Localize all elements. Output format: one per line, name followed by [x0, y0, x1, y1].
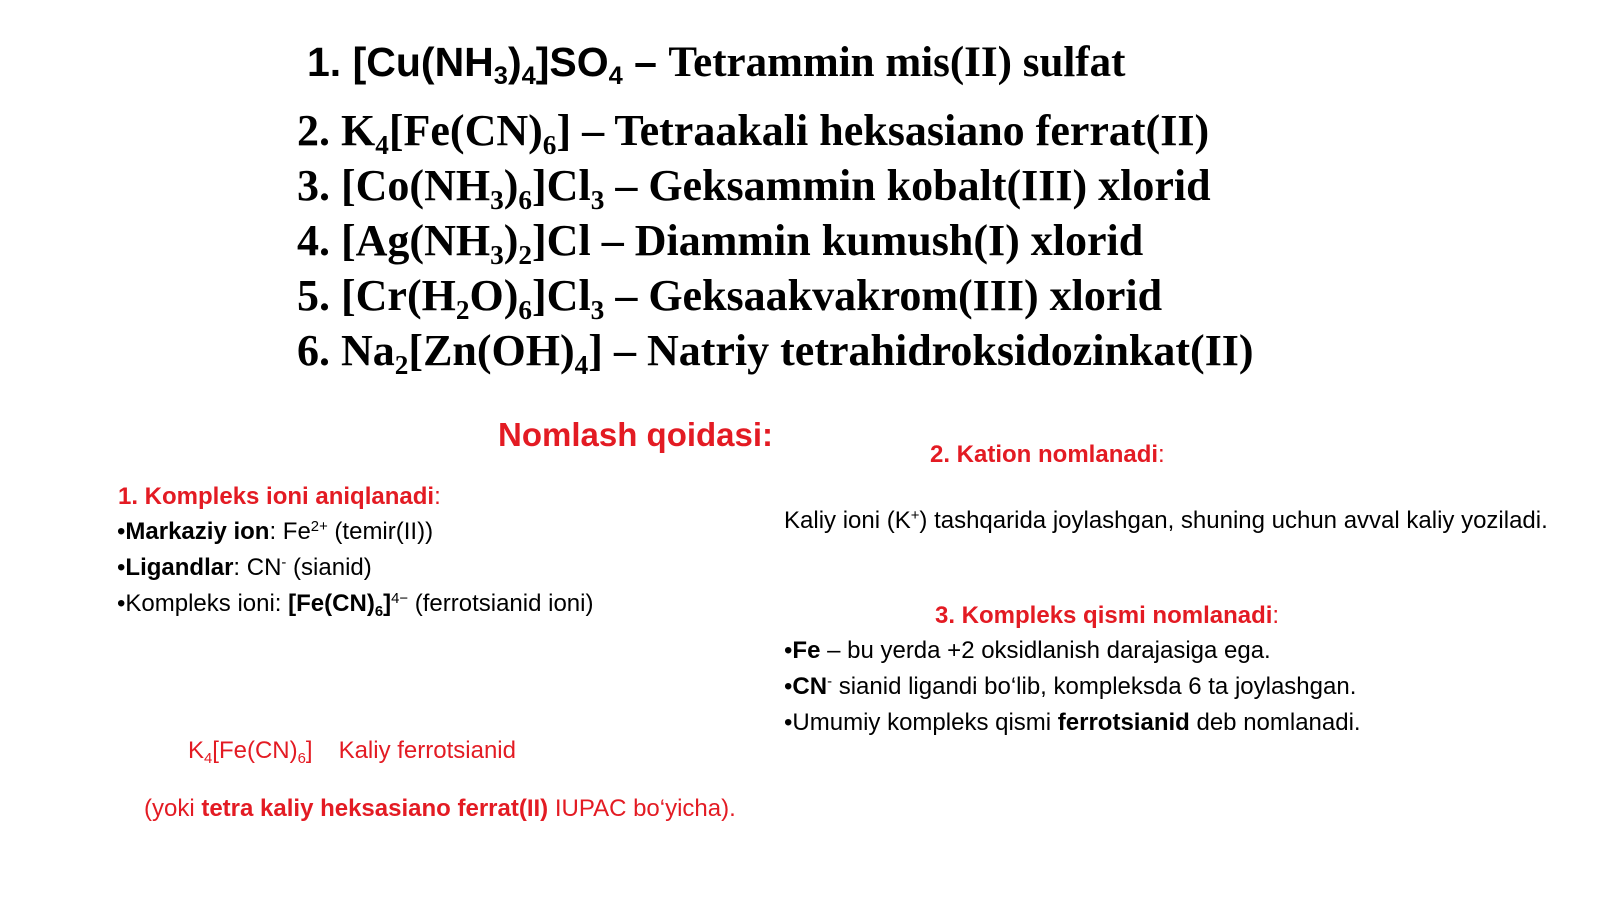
- formula-line-2: 2. $K_4[Fe(CN)_6]$ – Tetraakali heksasiano ferrat(II): [297, 106, 1210, 160]
- naming-rule-heading: Nomlash qoidasi:: [498, 416, 774, 453]
- compound-name: Tetrammin mis(II) sulfat: [668, 39, 1126, 86]
- complex-ion-item: •Kompleks ioni: $[Fe(CN)_6]^{4-}$ (ferrotsianid ioni): [117, 590, 594, 620]
- compound-name: Diammin kumush(I) xlorid: [634, 216, 1144, 265]
- compound-name: Tetraakali heksasiano ferrat(II): [614, 106, 1210, 155]
- compound-name: Geksammin kobalt(III) xlorid: [648, 161, 1211, 210]
- formula-line-5: 5. $[Cr(H_2O)_6]Cl_3$ – Geksaakvakrom(III) xlorid: [297, 271, 1163, 325]
- section3-heading: 3. Kompleks qismi nomlanadi:: [935, 602, 1280, 629]
- formula-line-4: 4. $[Ag(NH_3)_2]Cl$ – Diammin kumush(I) xlorid: [297, 216, 1144, 270]
- iupac-note: (yoki tetra kaliy heksasiano ferrat(II) IUPAC bo‘yicha).: [144, 795, 736, 822]
- section1-heading: 1. Kompleks ioni aniqlanadi:: [118, 483, 441, 510]
- ligands-item: •Ligandlar: CN- (sianid): [117, 554, 372, 581]
- cation-explanation: Kaliy ioni (K+) tashqarida joylashgan, shuning uchun avval kaliy yoziladi.: [784, 507, 1548, 534]
- formula-line-3: 3. $[Co(NH_3)_6]Cl_3$ – Geksammin kobalt(III) xlorid: [297, 161, 1211, 215]
- section2-heading: 2. Kation nomlanadi:: [930, 441, 1165, 468]
- fe-item: •Fe – bu yerda +2 oksidlanish darajasiga ega.: [784, 637, 1271, 664]
- cn-item: •CN- sianid ligandi bo‘lib, kompleksda 6 ta joylashgan.: [784, 673, 1357, 700]
- example-name: Kaliy ferrotsianid: [338, 737, 516, 764]
- formula-line-6: 6. $Na_2[Zn(OH)_4]$ – Natriy tetrahidroksidozinkat(II): [297, 326, 1254, 380]
- complex-part-item: •Umumiy kompleks qismi ferrotsianid deb nomlanadi.: [784, 709, 1361, 736]
- compound-name: Geksaakvakrom(III) xlorid: [648, 271, 1163, 320]
- compound-name: Natriy tetrahidroksidozinkat(II): [646, 326, 1254, 375]
- formula-line-1: 1. $[Cu(NH_3)_4]SO_4$ – Tetrammin mis(II) sulfat: [307, 39, 1126, 91]
- central-ion-item: •Markaziy ion: $Fe^{2+}$ (temir(II)): [117, 518, 434, 545]
- example-formula-name: $K_4[Fe(CN)_6]$ Kaliy ferrotsianid: [188, 737, 516, 767]
